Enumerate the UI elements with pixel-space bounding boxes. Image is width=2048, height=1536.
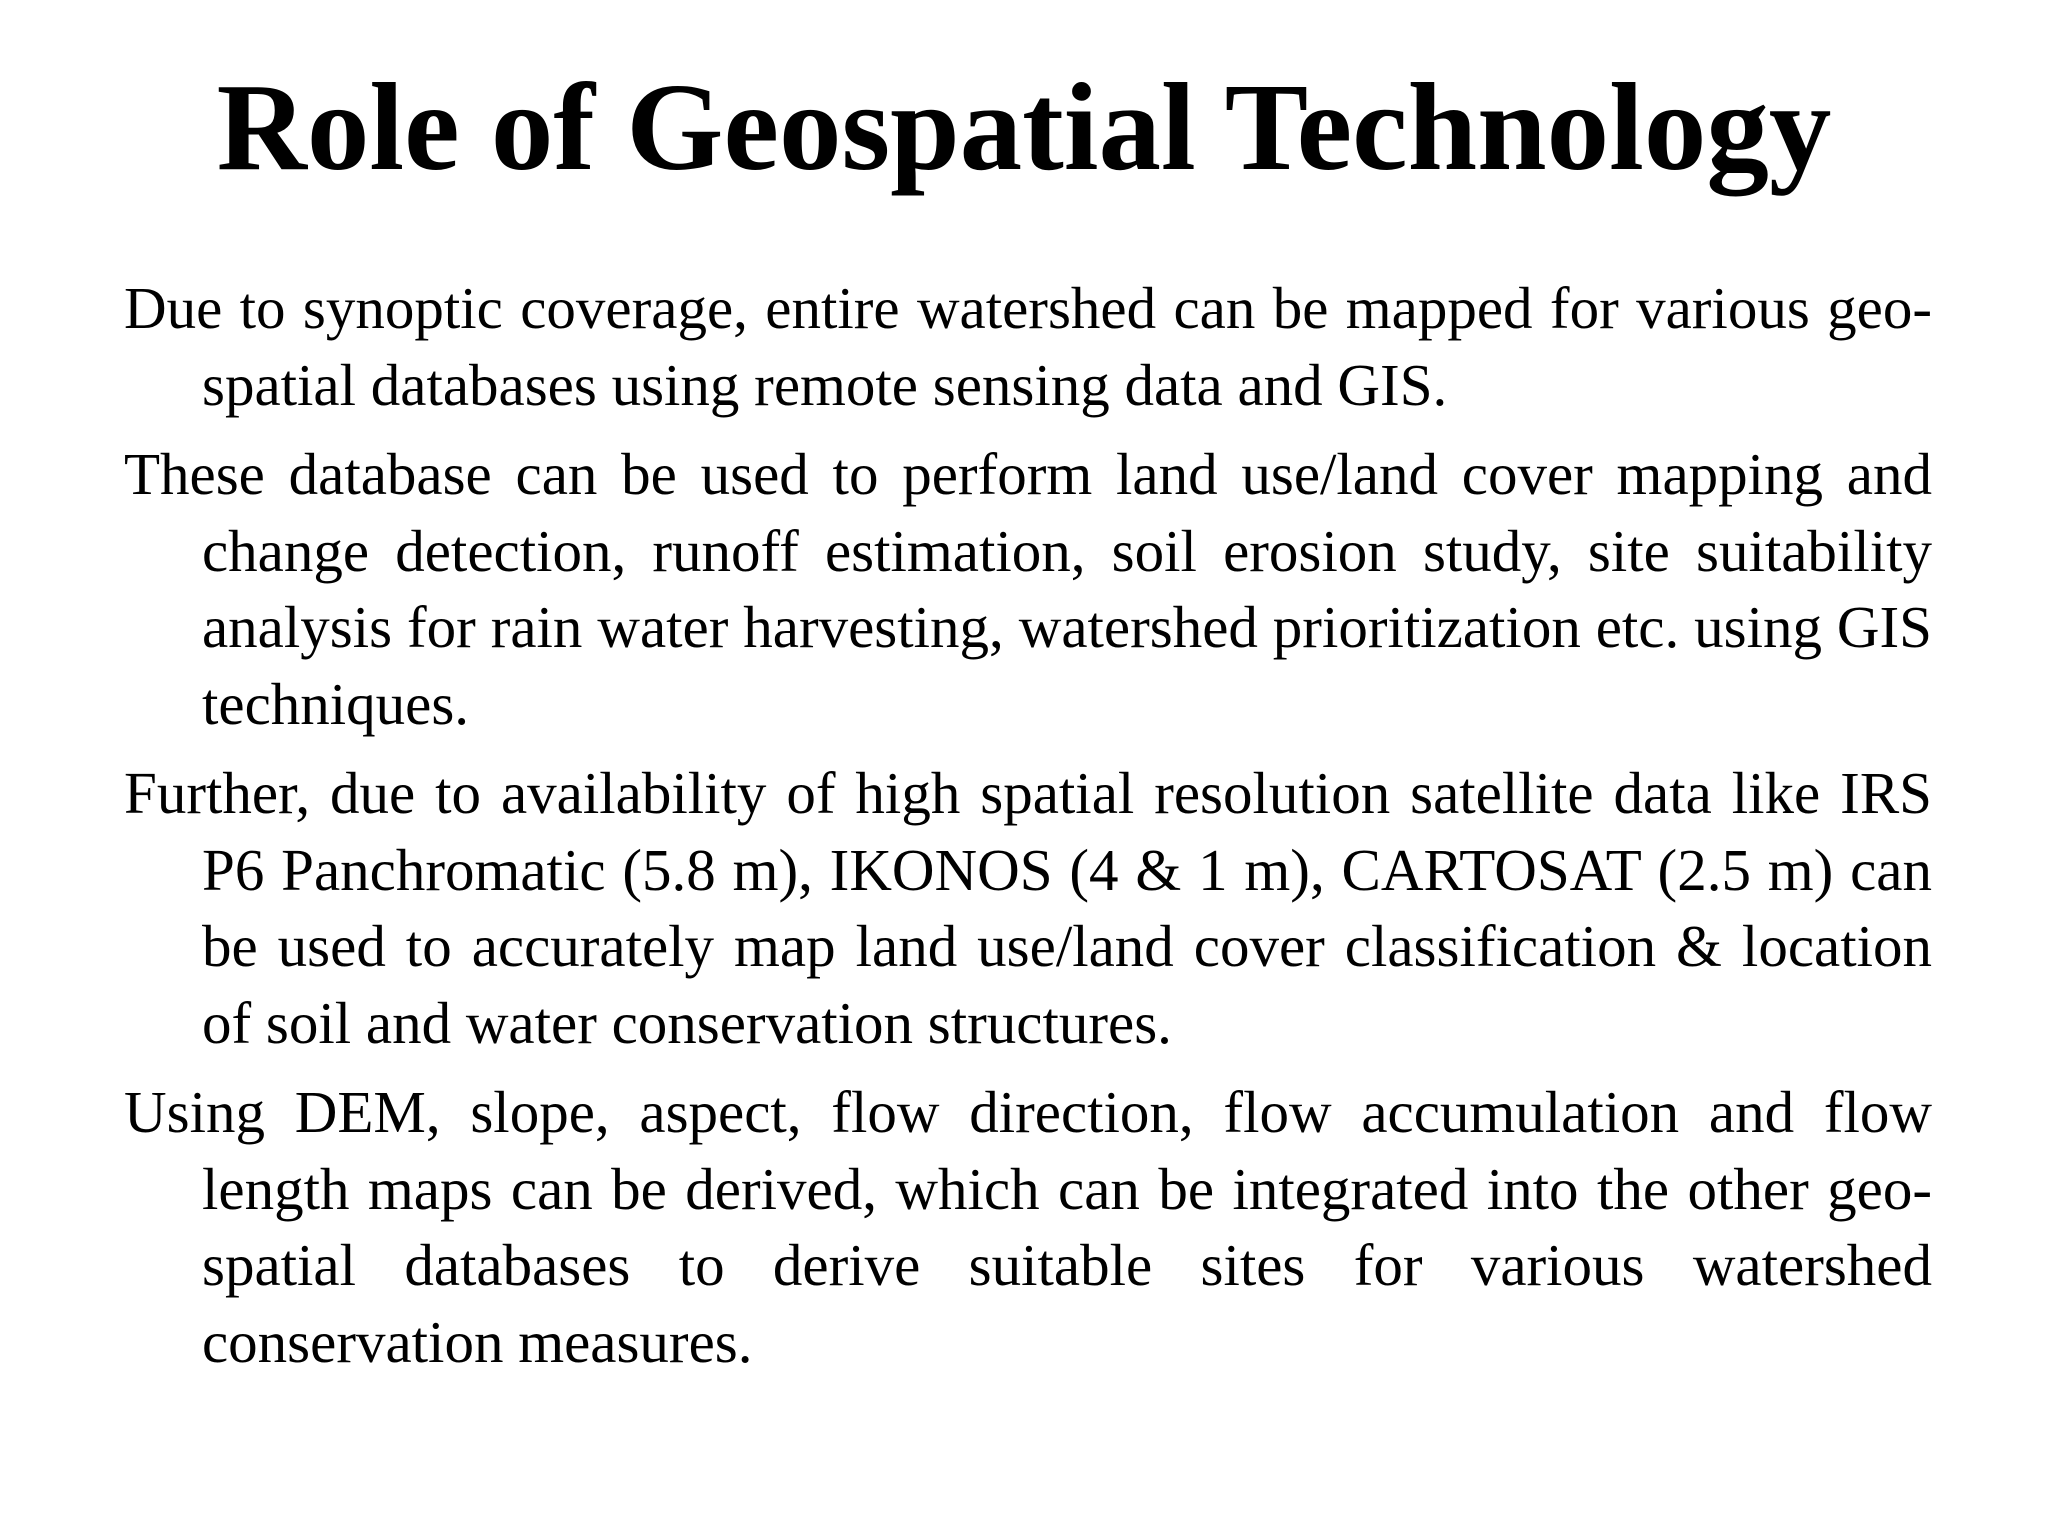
paragraph-high-resolution-data: Further, due to availability of high spatial resolution satellite data like IRS P6 Panchromatic (5.8 m), IKONOS (4 & 1 m), CARTOSAT (2.5 m) can be used to accurately map land use/land cover classification & location of soil and water conservation structures. [124,760,1932,1056]
paragraph-synoptic-coverage: Due to synoptic coverage, entire watershed can be mapped for various geo-spatial databases using remote sensing data and GIS. [124,275,1932,418]
slide-body [124,270,1932,1393]
slide-title: Role of Geospatial Technology [216,59,1832,197]
paragraph-database-uses: These database can be used to perform land use/land cover mapping and change detection, runoff estimation, soil erosion study, site suitability analysis for rain water harvesting, watershed prioritization etc. using GIS techniques. [124,441,1932,737]
paragraph-dem-derivatives: Using DEM, slope, aspect, flow direction, flow accumulation and flow length maps can be derived, which can be integrated into the other geo-spatial databases to derive suitable sites for various watershed conservation measures. [124,1079,1932,1375]
